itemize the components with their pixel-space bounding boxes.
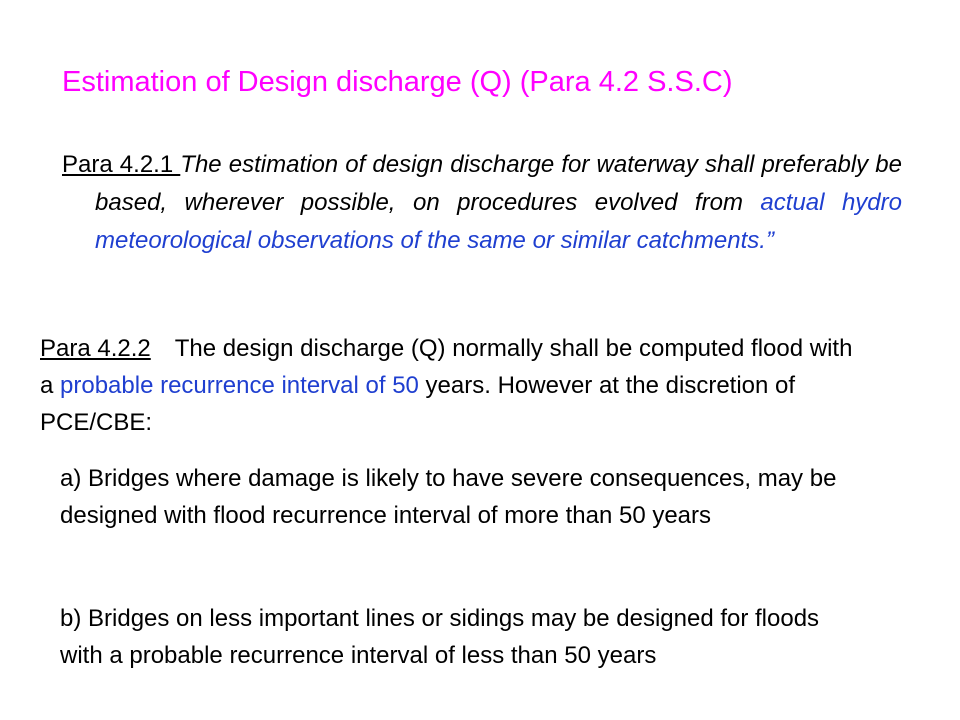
paragraph-4-2-2-label: Para 4.2.2 bbox=[40, 335, 151, 362]
paragraph-4-2-2-text-after: years. However at the discretion of PCE/CBE: bbox=[40, 372, 796, 436]
paragraph-4-2-2-highlight: probable recurrence interval of 50 bbox=[60, 372, 419, 399]
paragraph-4-2-1-text: The estimation of design discharge for waterway shall preferably be based, wherever possible, on procedures evolved from bbox=[95, 151, 902, 216]
list-item-a: a) Bridges where damage is likely to have severe consequences, may be designed with flood recurrence interval of more than 50 years bbox=[60, 465, 837, 529]
slide-title-reference: (Para 4.2 S.S.C) bbox=[511, 66, 733, 98]
slide-title bbox=[62, 62, 942, 102]
paragraph-4-2-2-text-before: The design discharge (Q) normally shall be computed flood with a bbox=[40, 335, 853, 399]
slide-title-main: Estimation of Design discharge (Q) bbox=[62, 66, 512, 98]
paragraph-4-2-2 bbox=[40, 330, 870, 441]
paragraph-4-2-1 bbox=[62, 146, 902, 260]
paragraph-4-2-1-label: Para 4.2.1 bbox=[62, 151, 181, 178]
paragraph-4-2-1-highlight: actual hydro meteorological observations of the same or similar catchments.” bbox=[95, 189, 902, 254]
list-item-b: b) Bridges on less important lines or sidings may be designed for floods with a probable recurrence interval of less than 50 years bbox=[60, 605, 820, 669]
